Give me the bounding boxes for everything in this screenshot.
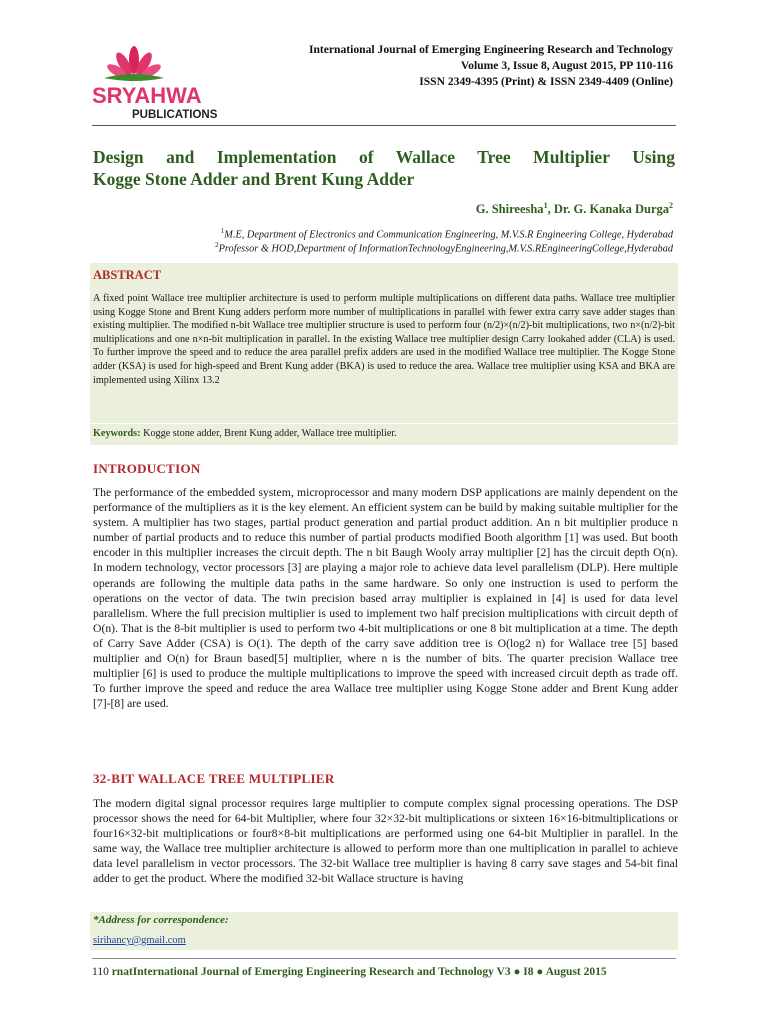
section-heading-introduction: INTRODUCTION	[93, 461, 201, 476]
page-footer	[92, 966, 607, 978]
journal-issn: ISSN 2349-4395 (Print) & ISSN 2349-4409 (Online)	[419, 75, 673, 88]
footer-rule	[92, 958, 676, 959]
introduction-text: The performance of the embedded system, microprocessor and many modern DSP applications are mainly dependent on the performance of the multipliers as it is the key element. An efficient system can be build by making suitable multiplier for the system. A multiplier has two stages, partial product generation and partial product addition. An n bit multiplier produce n number of partial products and to reduce this number of partial products modified Booth algorithm [1] was used. But booth encoder in this multiplier increases the circuit depth. The n bit Baugh Wooly array multiplier [2] has the circuit depth O(n). In modern technology, vector processors [3] are playing a major role to achieve data level parallelism (DLP). Here multiple operands are following the multiple data paths in the same hardware. So only one instruction is used to perform the operations on the vector of data. The twin precision based array multiplier is explained in [4] is used for data level parallelism. Where the full precision multiplier is used to implement two half precision multiplications with circuit depth of O(n). That is the 8-bit multiplier is used to perform two 4-bit multiplications or one 8 bit multiplication at a time. The depth of Carry Save Adder (CSA) is O(1). The depth of the carry save addition tree is O(log2 n) for Wallace tree [5] based multiplier and O(n) for Braun based[5] multiplier, where n is the number of bits. The quarter precision Wallace tree multiplier [6] is used to produce the multiple multiplications to improve the speed with increased circuit depth as trade off. To further improve the speed and reduce the area Wallace tree multiplier using Kogge Stone adder and Brent Kung adder [7]-[8] are used.	[93, 486, 678, 711]
abstract-box	[90, 263, 678, 445]
affiliation-2-sup: 2	[215, 241, 219, 249]
journal-header	[309, 42, 673, 90]
correspondence-email-link[interactable]: sirihancy@gmail.com	[93, 935, 186, 946]
paper-title	[93, 146, 675, 190]
page-number: 110	[92, 966, 109, 978]
abstract-heading: ABSTRACT	[93, 268, 162, 282]
affiliation-2-text: Professor & HOD,Department of InformationTechnologyEngineering,M.V.S.REngineeringCollege,Hyderabad	[218, 243, 673, 255]
header-rule	[92, 125, 676, 126]
correspondence-box	[90, 912, 678, 950]
author-1: G. Shireesha	[475, 202, 544, 217]
author-2: Dr. G. Kanaka Durga	[553, 202, 669, 217]
title-line-2: Kogge Stone Adder and Brent Kung Adder	[93, 169, 415, 189]
publisher-logo	[90, 40, 240, 122]
author-separator: ,	[547, 202, 554, 217]
author-2-sup: 2	[669, 201, 673, 210]
affiliation-1-sup: 1	[220, 227, 225, 235]
keywords-text: Kogge stone adder, Brent Kung adder, Wallace tree multiplier.	[140, 428, 397, 439]
title-line-1: Design and Implementation of Wallace Tree Multiplier Using	[93, 147, 675, 167]
author-1-sup: 1	[543, 201, 548, 210]
section-heading-wallace: 32-BIT WALLACE TREE MULTIPLIER	[93, 771, 335, 786]
affiliation-1-text: M.E, Department of Electronics and Communication Engineering, M.V.S.R Engineering College, Hyderabad	[224, 229, 673, 241]
author-list	[476, 201, 673, 217]
affiliation-2	[93, 238, 673, 256]
abstract-text: A fixed point Wallace tree multiplier architecture is used to perform multiple multiplications on different data paths. Wallace tree multiplier using Kogge Stone and Brent Kung adders perform more number of multiplications in parallel with fewer extra carry save adder stages than existing multiplier. The modified n-bit Wallace tree multiplier structure is used to perform four (n/2)×(n/2)-bit multiplications, two n×(n/2)-bit multiplications and one n×n-bit multiplication in parallel. In the existing Wallace tree multiplier design Carry lookahed adder (CLA) is used. To further improve the speed and to reduce the area parallel prefix adders are used in the modified Wallace tree multiplier. The Kogge Stone adder (KSA) is used for high-speed and Brent Kung adder (BKA) is used to reduce the area. Wallace tree multiplier using KSA and BKA are implemented using Xilinx 13.2	[93, 293, 675, 386]
lotus-flower-icon	[104, 46, 164, 81]
correspondence-label: *Address for correspondence:	[93, 914, 229, 926]
svg-text:PUBLICATIONS: PUBLICATIONS	[132, 109, 218, 121]
journal-volume: Volume 3, Issue 8, August 2015, PP 110-116	[460, 59, 673, 72]
journal-name: International Journal of Emerging Engineering Research and Technology	[308, 43, 673, 56]
wallace-section-text: The modern digital signal processor requires large multiplier to compute complex signal processing operations. The DSP processor shows the need for 64-bit Multiplier, where four 32×32-bit multiplications or sixteen 16×16-bitmultiplications or four16×32-bit multiplications or four8×8-bit multiplications are performed using one 64-bit Multiplier in parallel. In the same way, the Wallace tree multiplier architecture is allowed to perform more than one multiplication in parallel to achieve data level parallelism in vector processors. The 32-bit Wallace tree multiplier is having 8 carry save stages and 54-bit final adder to get the product. Where the modified 32-bit Wallace structure is having	[93, 797, 678, 886]
keywords	[93, 428, 397, 439]
footer-text: rnatInternational Journal of Emerging Engineering Research and Technology V3 ● I8 ● August 2015	[111, 966, 607, 978]
abstract-divider	[90, 423, 678, 424]
svg-text:SRYAHWA: SRYAHWA	[92, 83, 202, 108]
keywords-label: Keywords:	[93, 428, 141, 439]
